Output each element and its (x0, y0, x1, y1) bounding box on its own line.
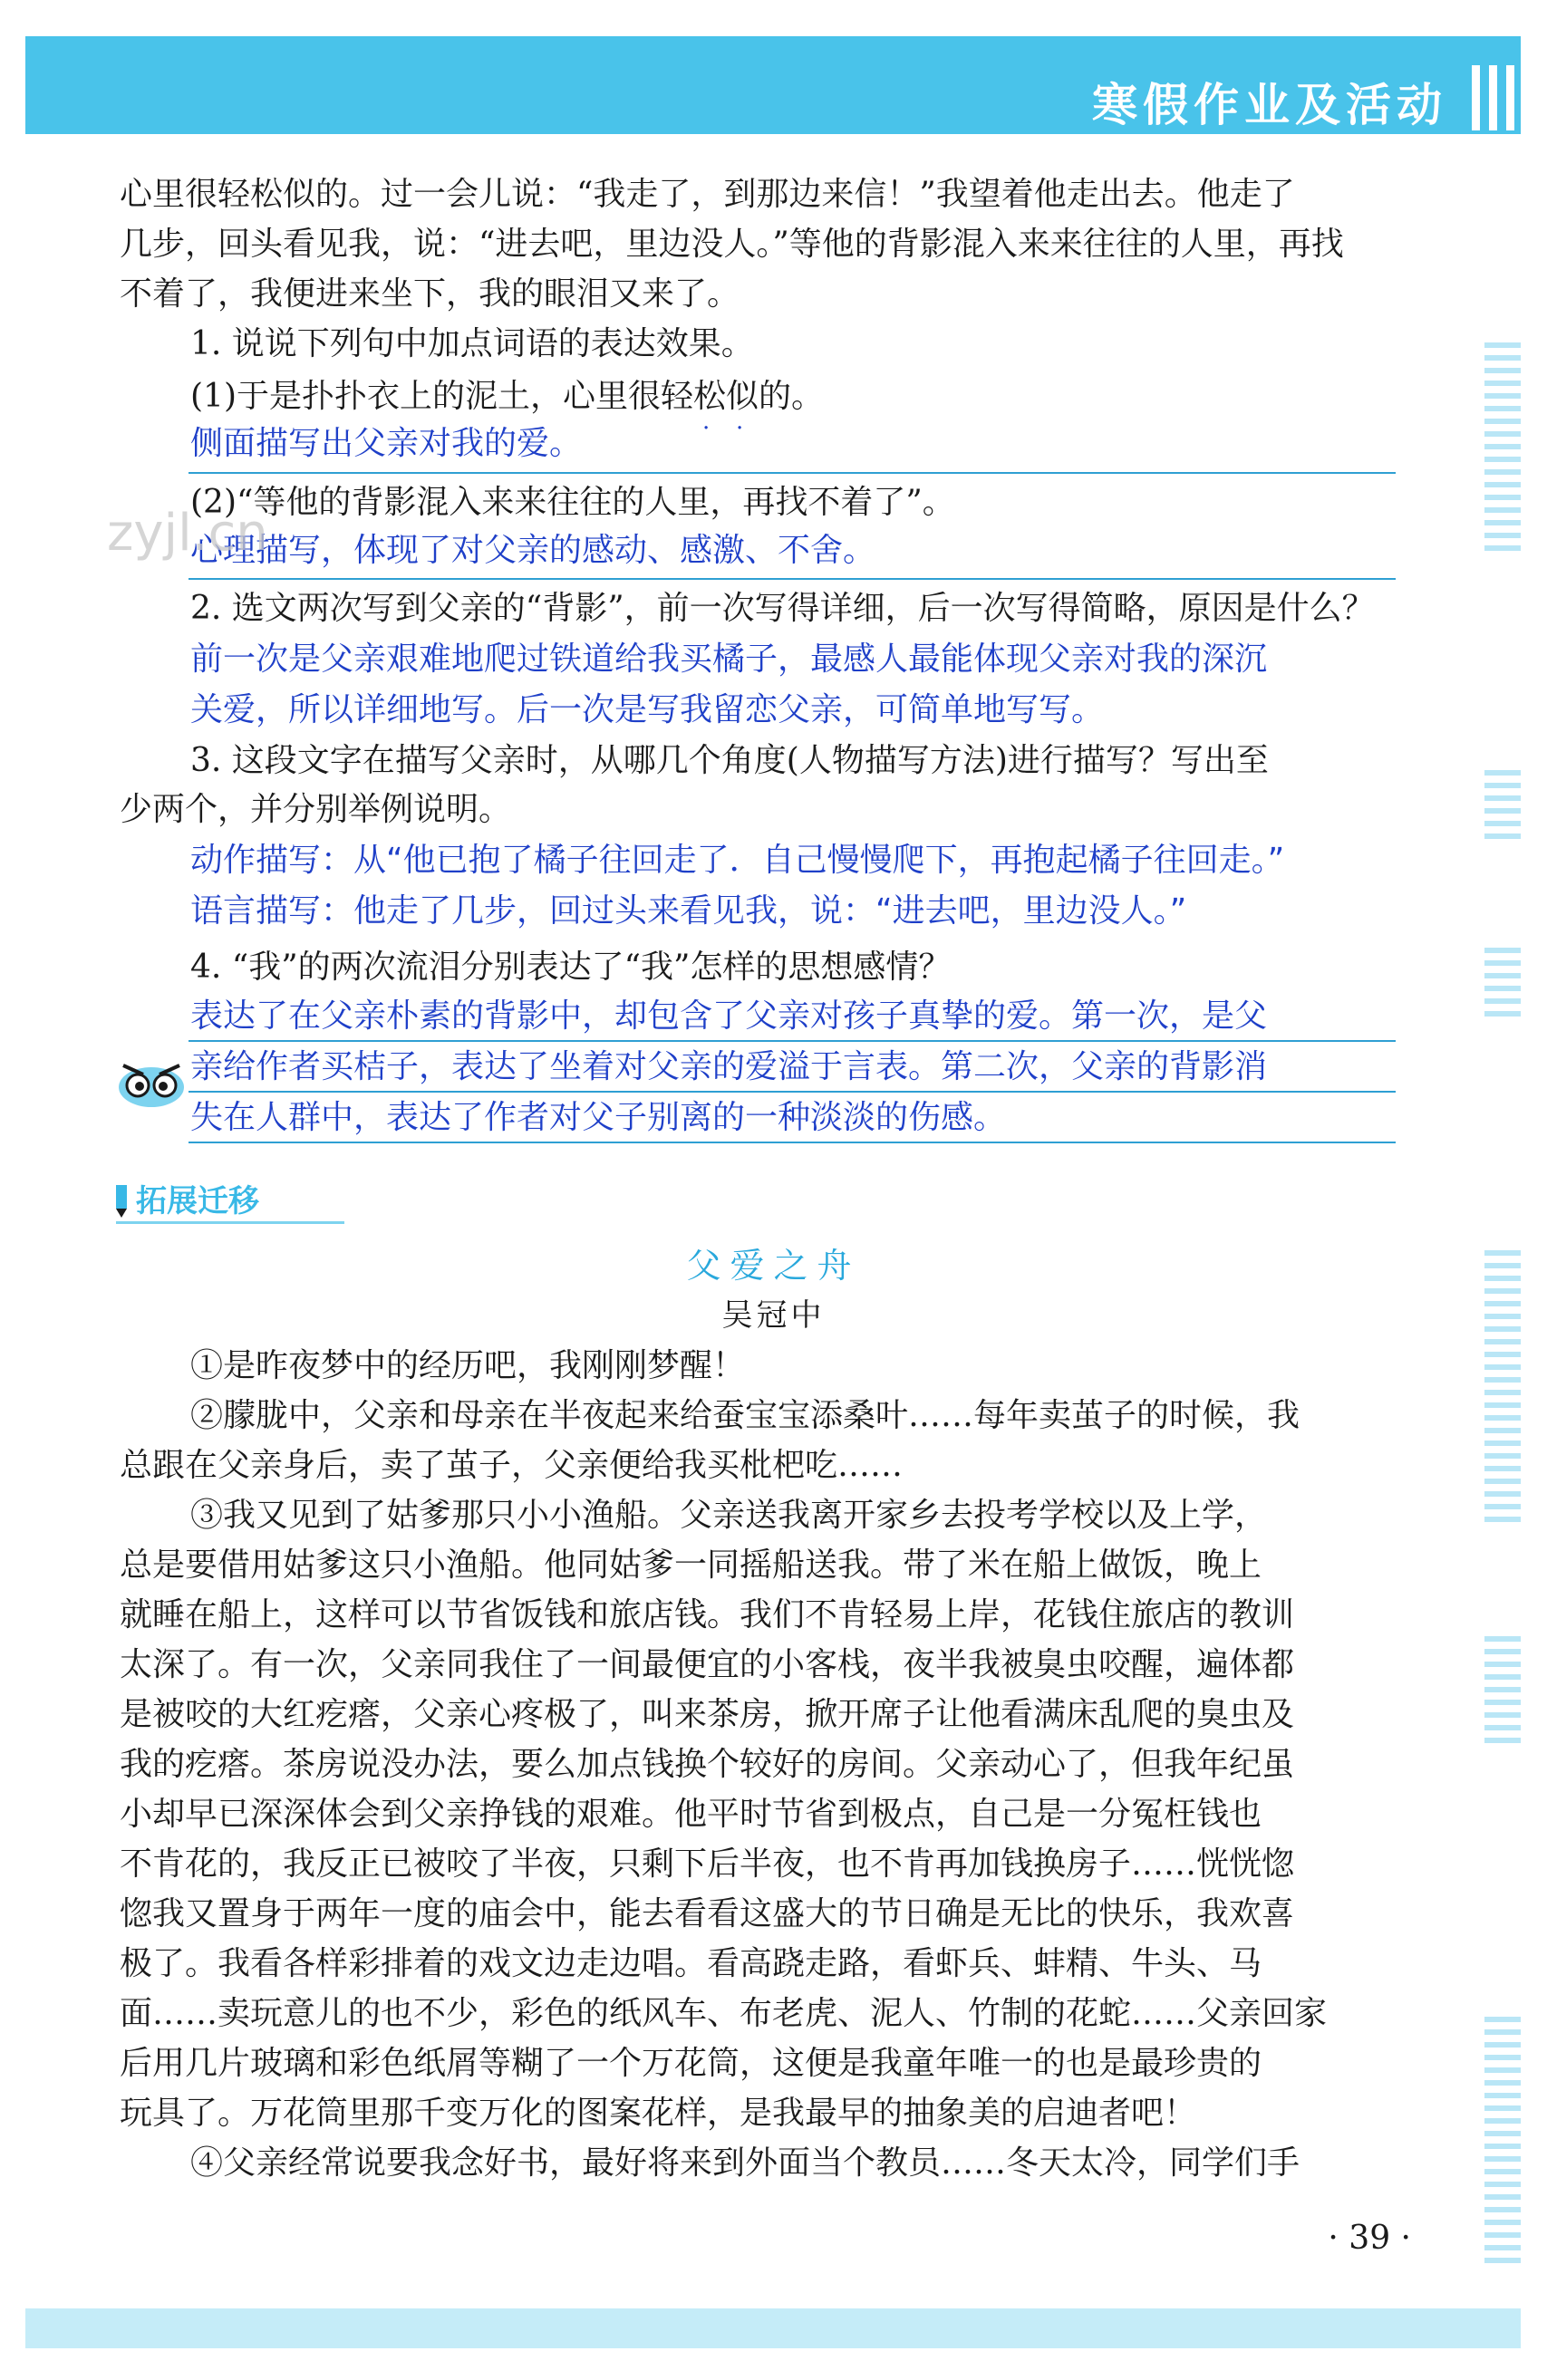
passage-line: 不着了，我便进来坐下，我的眼泪又来了。 (120, 275, 740, 313)
page-number: · 39 · (1328, 2220, 1411, 2257)
story-line: 小却早已深深体会到父亲挣钱的艰难。他平时节省到极点，自己是一分冤枉钱也 (120, 1796, 1262, 1833)
passage-line: 几步，回头看见我，说：“进去吧，里边没人。”等他的背影混入来来往往的人里，再找 (120, 226, 1344, 263)
answer-rule (189, 578, 1396, 580)
story-line: 面……卖玩意儿的也不少，彩色的纸风车、布老虎、泥人、竹制的花蛇……父亲回家 (120, 1995, 1328, 2032)
owl-icon (116, 1053, 187, 1109)
story-line: 我的疙瘩。茶房说没办法，要么加点钱换个较好的房间。父亲动心了，但我年纪虽 (120, 1746, 1295, 1783)
answer-rule (189, 472, 1396, 474)
section-underline (116, 1221, 344, 1224)
story-line: 总是要借用姑爹这只小渔船。他同姑爹一同摇船送我。带了米在船上做饭，晚上 (120, 1547, 1262, 1584)
answer-text: 表达了在父亲朴素的背影中，却包含了父亲对孩子真挚的爱。第一次，是父 (190, 997, 1268, 1035)
story-line: 玩具了。万花筒里那千变万化的图案花样，是我最早的抽象美的启迪者吧！ (120, 2095, 1197, 2132)
answer-text: 失在人群中，表达了作者对父子别离的一种淡淡的伤感。 (190, 1099, 1007, 1136)
header-bars-icon (1472, 65, 1514, 130)
sub-question-prompt: (2)“等他的背影混入来来往往的人里，再找不着了”。 (190, 484, 955, 521)
side-ticks-decoration (1484, 770, 1521, 839)
question-prompt: 1. 说说下列句中加点词语的表达效果。 (190, 325, 754, 362)
story-line: 就睡在船上，这样可以节省饭钱和旅店钱。我们不肯轻易上岸，花钱住旅店的教训 (120, 1596, 1295, 1633)
question-prompt: 4. “我”的两次流泪分别表达了“我”怎样的思想感情？ (190, 949, 952, 986)
story-line: 惚我又置身于两年一度的庙会中，能去看看这盛大的节日确是无比的快乐，我欢喜 (120, 1895, 1295, 1932)
story-line: 后用几片玻璃和彩色纸屑等糊了一个万花筒，这便是我童年唯一的也是最珍贵的 (120, 2045, 1262, 2082)
answer-text: 亲给作者买桔子，表达了坐着对父亲的爱溢于言表。第二次，父亲的背影消 (190, 1048, 1268, 1085)
story-line: 总跟在父亲身后，卖了茧子，父亲便给我买枇杷吃…… (120, 1447, 904, 1484)
watermark: zyjl.cn (107, 504, 268, 563)
header-title: 寒假作业及活动 (1092, 79, 1447, 131)
pencil-icon (111, 1183, 132, 1219)
story-line: 太深了。有一次，父亲同我住了一间最便宜的小客栈，夜半我被臭虫咬醒，遍体都 (120, 1646, 1295, 1683)
emphasis-dot: · (702, 415, 711, 442)
side-ticks-decoration (1484, 342, 1521, 551)
side-ticks-decoration (1484, 948, 1521, 1017)
story-line: 不肯花的，我反正已被咬了半夜，只剩下后半夜，也不肯再加钱换房子……恍恍惚 (120, 1845, 1295, 1883)
side-ticks-decoration (1484, 1636, 1521, 1743)
story-line: ④父亲经常说要我念好书，最好将来到外面当个教员……冬天太冷，同学们手 (190, 2144, 1300, 2182)
question-prompt: 2. 选文两次写到父亲的“背影”，前一次写得详细，后一次写得简略，原因是什么？ (190, 590, 1375, 627)
answer-text: 关爱，所以详细地写。后一次是写我留恋父亲，可简单地写写。 (190, 691, 1105, 728)
story-title: 父爱之舟 (686, 1246, 861, 1286)
answer-text: 前一次是父亲艰难地爬过铁道给我买橘子，最感人最能体现父亲对我的深沉 (190, 641, 1268, 678)
footer-band (25, 2308, 1521, 2348)
answer-text: 动作描写：从“他已抱了橘子往回走了．自己慢慢爬下，再抱起橘子往回走。” (190, 842, 1285, 879)
answer-text: 心理描写，体现了对父亲的感动、感激、不舍。 (190, 532, 876, 569)
sub-question-prompt: (1)于是扑扑衣上的泥土，心里很轻松似的。 (190, 378, 824, 415)
story-author: 吴冠中 (721, 1297, 826, 1334)
answer-text: 语言描写：他走了几步，回过头来看见我，说：“进去吧，里边没人。” (190, 892, 1187, 930)
story-line: ②朦胧中，父亲和母亲在半夜起来给蚕宝宝添桑叶……每年卖茧子的时候，我 (190, 1397, 1300, 1434)
answer-text: 侧面描写出父亲对我的爱。 (190, 425, 583, 462)
question-prompt: 少两个，并分别举例说明。 (120, 791, 512, 828)
story-line: ③我又见到了姑爹那只小小渔船。父亲送我离开家乡去投考学校以及上学， (190, 1497, 1268, 1534)
emphasis-dot: · (736, 415, 744, 442)
question-prompt: 3. 这段文字在描写父亲时，从哪几个角度(人物描写方法)进行描写？写出至 (190, 742, 1269, 779)
side-ticks-decoration (1484, 2017, 1521, 2263)
story-line: 是被咬的大红疙瘩，父亲心疼极了，叫来茶房，掀开席子让他看满床乱爬的臭虫及 (120, 1696, 1295, 1733)
section-label: 拓展迁移 (136, 1183, 259, 1219)
story-line: 极了。我看各样彩排着的戏文边走边唱。看高跷走路，看虾兵、蚌精、牛头、马 (120, 1945, 1262, 1982)
answer-rule (189, 1142, 1396, 1143)
story-line: ①是昨夜梦中的经历吧，我刚刚梦醒！ (190, 1347, 746, 1384)
passage-line: 心里很轻松似的。过一会儿说：“我走了，到那边来信！”我望着他走出去。他走了 (120, 176, 1295, 213)
